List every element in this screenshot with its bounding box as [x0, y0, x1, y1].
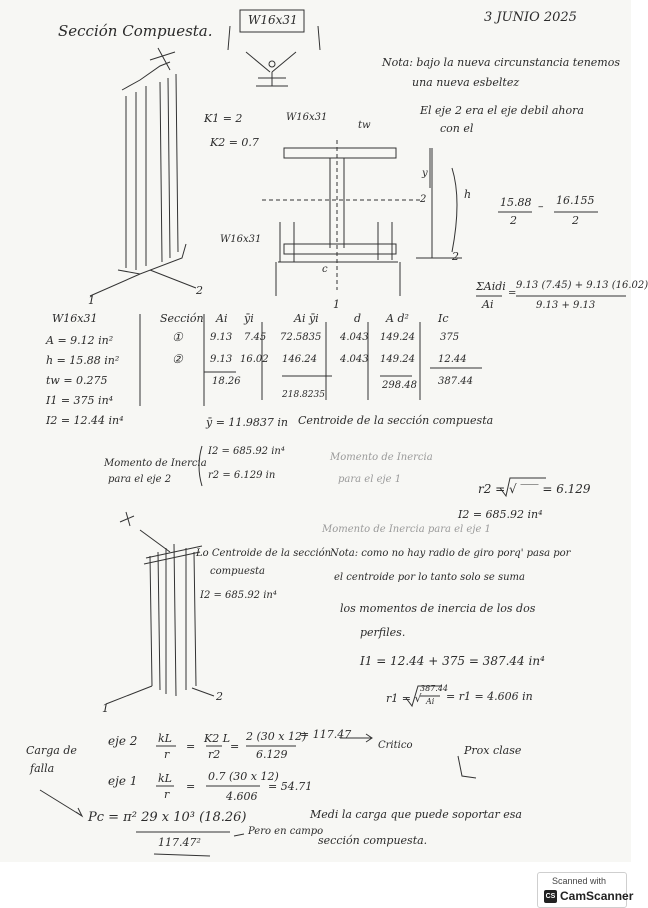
eje2-eq1: = [186, 740, 196, 753]
eje2-num: 2 (30 x 12) [246, 730, 307, 743]
medi-l2: sección compuesta. [318, 834, 428, 847]
faint-label-l1: Momento de Inercia [330, 452, 433, 463]
prop-I2: I2 = 12.44 in⁴ [46, 414, 124, 427]
eje1-r: r [164, 788, 170, 801]
w-top-label: W16x31 [286, 112, 328, 123]
moment-i2: I2 = 685.92 in⁴ [208, 446, 285, 457]
note-line-2: una nueva esbeltez [412, 76, 520, 89]
frac2-num: 16.155 [556, 194, 595, 207]
frac1-num: 15.88 [500, 196, 532, 209]
eje1-label: eje 1 [108, 774, 138, 788]
camscanner-logo-icon: CS [544, 890, 557, 903]
col1-top-axes [150, 48, 175, 70]
lower-i2: I2 = 685.92 in⁴ [200, 590, 277, 601]
medi-l1: Medi la carga que puede soportar esa [310, 808, 522, 821]
r2-equation: r2 = √ ‾‾‾ = 6.129 [478, 482, 591, 496]
th-ad2: A d² [386, 312, 409, 325]
eje2-kl: kL [158, 732, 172, 745]
carga-l1: Carga de [26, 744, 77, 757]
top-flange [284, 148, 396, 158]
total-ad2: 298.48 [382, 380, 417, 391]
eje1-result: = 54.71 [268, 780, 313, 793]
r1-yi: 7.45 [244, 332, 267, 343]
header-section-sketch [246, 52, 296, 86]
w-left-label: W16x31 [220, 234, 262, 245]
note-line-3: El eje 2 era el eje debil ahora [420, 104, 584, 117]
r2-ai: 9.13 [210, 354, 233, 365]
bottom-flange [284, 244, 396, 254]
centroid-note-l1: Lo Centroide de la sección [196, 548, 332, 559]
frac2-den: 2 [572, 214, 579, 227]
sum-label: ΣAidi [476, 280, 506, 293]
col1-lines [126, 74, 178, 270]
date: 3 JUNIO 2025 [484, 10, 577, 25]
pc-underline [154, 854, 210, 856]
r1-num: 387.44 [420, 684, 448, 693]
scanned-with-text: Scanned with [552, 876, 607, 886]
header-section-dot [269, 61, 275, 67]
eje1-kl: kL [158, 772, 172, 785]
col1-axes [90, 270, 196, 296]
side-flanges [280, 222, 392, 262]
total-ic: 387.44 [438, 376, 473, 387]
centroid-note-l2: compuesta [210, 566, 265, 577]
centroid-text: Centroide de la sección compuesta [298, 414, 494, 427]
eje2-eq2: = [230, 740, 240, 753]
r1-d: 4.043 [340, 332, 369, 343]
tw-label: tw [358, 120, 371, 131]
r2-d: 4.043 [340, 354, 369, 365]
r2-aiyi: 146.24 [282, 354, 317, 365]
h-label: h [464, 188, 472, 201]
eje2-label: eje 2 [108, 734, 138, 748]
eje1-num: 0.7 (30 x 12) [208, 770, 279, 783]
r2-sec: ② [172, 352, 183, 366]
sum-equals: = [508, 288, 517, 299]
nota-l2: el centroide por lo tanto solo se suma [334, 572, 525, 583]
eje1-eq1: = [186, 780, 196, 793]
bot-sketch-1: 1 [102, 702, 109, 715]
col1-base [118, 244, 186, 274]
r1-den: Ai [426, 697, 435, 706]
total-aiyi: 218.8235 [282, 390, 325, 400]
r2-yi: 16.02 [240, 354, 269, 365]
carga-arrowhead [76, 808, 82, 816]
brace-h [452, 168, 457, 252]
page-title: Sección Compuesta. [58, 22, 213, 40]
profile-box-brackets [228, 26, 320, 50]
bot-sketch-2: 2 [216, 690, 223, 703]
camscanner-watermark [537, 872, 634, 908]
moment-r2: r2 = 6.129 in [208, 470, 276, 481]
prox-clase: Prox clase [464, 744, 522, 757]
prox-arrow [458, 756, 476, 778]
extension-lines [276, 262, 400, 296]
nota-l1: Nota: como no hay radio de giro porq' pasa por [330, 548, 571, 559]
r1-aiyi: 72.5835 [280, 332, 322, 343]
table-total-lines [204, 368, 482, 376]
eje2-r2: r2 [208, 748, 221, 761]
top-sketch-1: 1 [88, 294, 95, 307]
col2-lines [150, 544, 196, 696]
col1-top [122, 62, 170, 90]
carga-arrow [40, 790, 82, 816]
r1-ai: 9.13 [210, 332, 233, 343]
pc-note: Pero en campo [248, 826, 324, 837]
eje2-den: 6.129 [256, 748, 288, 761]
prop-A: A = 9.12 in² [46, 334, 114, 347]
r2-ad2: 149.24 [380, 354, 415, 365]
props-title: W16x31 [52, 312, 98, 325]
note-line-4: con el [440, 122, 474, 135]
prop-h: h = 15.88 in² [46, 354, 120, 367]
momentos-l1: los momentos de inercia de los dos [340, 602, 536, 615]
r1-sec: ① [172, 330, 183, 344]
th-seccion: Sección [160, 312, 204, 325]
centroid-label: c [322, 264, 328, 275]
carga-l2: falla [30, 762, 55, 775]
faint-label-l2: para el eje 1 [338, 474, 402, 485]
i1-sum: I1 = 12.44 + 375 = 387.44 in⁴ [360, 654, 545, 668]
th-yi: ȳi [244, 312, 254, 325]
critico-label: Critico [378, 740, 413, 751]
r1-left: r1 = √ [386, 692, 422, 705]
sum-den: Ai [482, 298, 494, 311]
momentos-l2: perfiles. [360, 626, 406, 639]
prop-tw: tw = 0.275 [46, 374, 108, 387]
col2-marker [120, 512, 134, 526]
y-label: y [422, 168, 428, 179]
th-ai: Ai [216, 312, 228, 325]
k1-label: K1 = 2 [204, 112, 243, 125]
moment-label-l2: para el eje 2 [108, 474, 172, 485]
profile-box-label: W16x31 [248, 13, 298, 27]
r2-ic: 12.44 [438, 354, 467, 365]
total-ai: 18.26 [212, 376, 241, 387]
axis-2-left-label: 2 [452, 250, 459, 263]
note-line-1: Nota: bajo la nueva circunstancia tenemos [382, 56, 621, 69]
r1-ad2: 149.24 [380, 332, 415, 343]
r1-ic: 375 [440, 332, 460, 343]
sum-rhs-num: 9.13 (7.45) + 9.13 (16.02) [516, 280, 648, 291]
pc-lhs: Pc = π² 29 x 10³ (18.26) [88, 810, 247, 825]
i2-equation: I2 = 685.92 in⁴ [458, 508, 543, 521]
eje2-r: r [164, 748, 170, 761]
frac-minus: – [538, 200, 544, 213]
eje2-k2l: K2 L [204, 732, 231, 745]
centroid-value: ȳ = 11.9837 in [206, 416, 289, 429]
eje2-result: = 117.47 [300, 728, 352, 741]
axis-2-right-label: 2 [420, 194, 427, 205]
k2-label: K2 = 0.7 [210, 136, 259, 149]
sum-rhs-den: 9.13 + 9.13 [536, 300, 596, 311]
axis-1-label: 1 [333, 298, 340, 311]
th-aiyi: Ai ȳi [294, 312, 319, 325]
top-sketch-2: 2 [196, 284, 203, 297]
col2-cap [144, 546, 202, 564]
r1-right: = r1 = 4.606 in [446, 690, 533, 703]
prop-I1: I1 = 375 in⁴ [46, 394, 114, 407]
dimension-y [430, 148, 432, 258]
camscanner-brand: CamScanner [560, 889, 634, 903]
frac1-den: 2 [510, 214, 517, 227]
moment-label-l1: Momento de Inercia [104, 458, 207, 469]
eje1-den: 4.606 [226, 790, 258, 803]
pc-note-arrow [234, 834, 244, 836]
th-d: d [354, 312, 362, 325]
faint-mid: Momento de Inercia para el eje 1 [322, 524, 491, 535]
pc-den: 117.47² [158, 836, 201, 849]
th-ic: Ic [438, 312, 449, 325]
